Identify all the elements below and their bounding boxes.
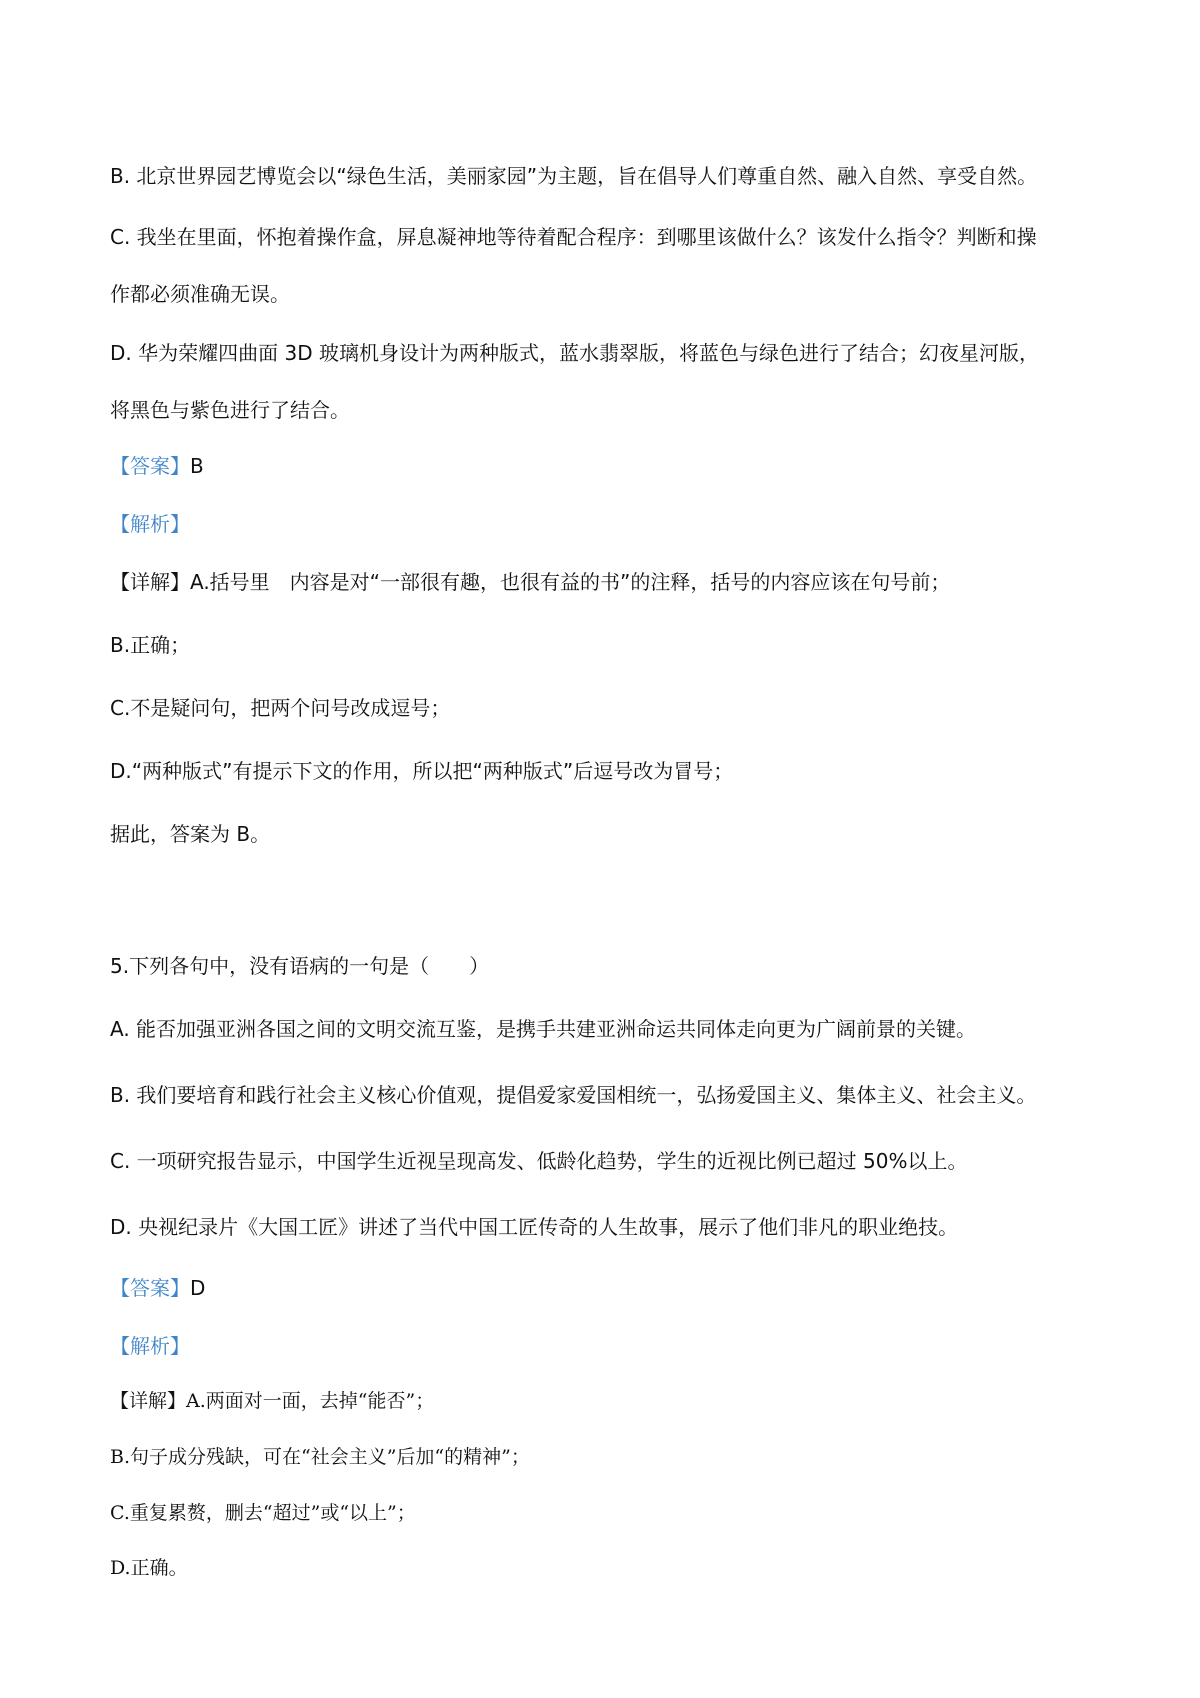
q5-option-b: B. 我们要培育和践行社会主义核心价值观，提倡爱家爱国相统一，弘扬爱国主义、集体主义、社会主义。	[110, 1083, 1037, 1107]
q5-analysis-tag: 【解析】	[110, 1334, 190, 1358]
q5-answer	[110, 1274, 205, 1302]
q5-detail-3: C.重复累赘，删去“超过”或“以上”；	[110, 1502, 416, 1524]
q5-option-d: D. 央视纪录片《大国工匠》讲述了当代中国工匠传奇的人生故事，展示了他们非凡的职业绝技。	[110, 1215, 959, 1239]
q4-option-b: B. 北京世界园艺博览会以“绿色生活，美丽家园”为主题，旨在倡导人们尊重自然、融入自然、享受自然。	[110, 164, 1038, 188]
q4-detail-4: D.“两种版式”有提示下文的作用，所以把“两种版式”后逗号改为冒号；	[110, 759, 734, 783]
q4-detail-1: 【详解】A.括号里 内容是对“一部很有趣，也很有益的书”的注释，括号的内容应该在句号前；	[110, 570, 951, 594]
q5-option-a: A. 能否加强亚洲各国之间的文明交流互鉴，是携手共建亚洲命运共同体走向更为广阔前景的关键。	[110, 1017, 977, 1041]
q4-analysis-tag: 【解析】	[110, 512, 190, 536]
q5-option-c: C. 一项研究报告显示，中国学生近视呈现高发、低龄化趋势，学生的近视比例已超过 50%以上。	[110, 1149, 968, 1173]
q4-detail-5: 据此，答案为 B。	[110, 822, 271, 846]
q5-detail-1: 【详解】A.两面对一面，去掉“能否”；	[110, 1390, 435, 1412]
q4-option-d-line1: D. 华为荣耀四曲面 3D 玻璃机身设计为两种版式，蓝水翡翠版，将蓝色与绿色进行了结合；幻夜星河版，	[110, 341, 1039, 365]
q4-answer	[110, 452, 204, 480]
q5-answer-value: D	[190, 1276, 206, 1300]
q4-answer-value: B	[190, 454, 204, 478]
q4-option-d-line2: 将黑色与紫色进行了结合。	[110, 398, 350, 422]
q4-option-c-line2: 作都必须准确无误。	[110, 282, 290, 306]
q4-answer-tag: 【答案】	[110, 454, 190, 478]
q5-detail-2: B.句子成分残缺，可在“社会主义”后加“的精神”；	[110, 1446, 530, 1468]
q4-detail-3: C.不是疑问句，把两个问号改成逗号；	[110, 696, 451, 720]
q4-option-c-line1: C. 我坐在里面，怀抱着操作盒，屏息凝神地等待着配合程序：到哪里该做什么？该发什么指令？判断和操	[110, 225, 1037, 249]
q5-answer-tag: 【答案】	[110, 1276, 190, 1300]
q4-detail-2: B.正确；	[110, 633, 191, 657]
q5-stem: 5.下列各句中，没有语病的一句是（ ）	[110, 954, 490, 978]
q5-detail-4: D.正确。	[110, 1557, 188, 1579]
